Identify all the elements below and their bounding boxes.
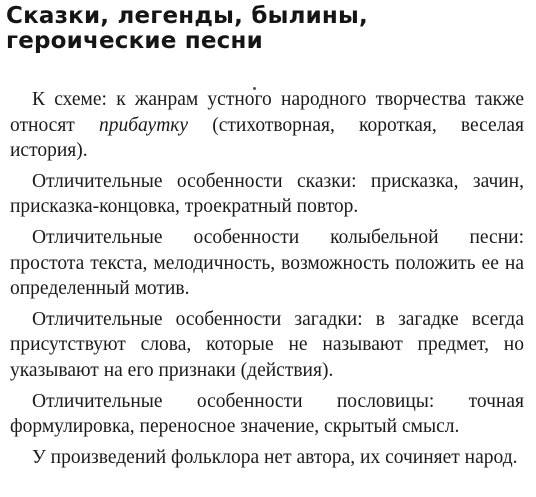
paragraph-fairy-tale: Отличительные особенности сказки: присказка, зачин, присказка-концовка, троекратный повтор. bbox=[10, 170, 524, 218]
paragraph-scheme-note bbox=[10, 87, 524, 164]
paragraph-lullaby: Отличительные особенности колыбельной песни: простота текста, мелодичность, возможность положить ее на определенный мотив. bbox=[10, 226, 524, 300]
page-title: Сказки, легенды, былины, героические песни bbox=[6, 3, 368, 54]
italic-term: прибаутку bbox=[99, 114, 189, 136]
paragraph-riddle: Отличительные особенности загадки: в загадке всегда присутствуют слова, которые не называют предмет, но указывают на его признаки (действия). bbox=[10, 308, 524, 381]
document-body bbox=[10, 87, 524, 475]
paragraph-text: (стихотворная, короткая, веселая история). bbox=[10, 114, 524, 162]
paragraph-proverb: Отличительные особенности пословицы: точная формулировка, переносное значение, скрытый смысл. bbox=[10, 390, 524, 438]
paragraph-folklore-author: У произведений фольклора нет автора, их сочиняет народ. bbox=[32, 446, 518, 468]
paragraph-text: К схеме: к жанрам устного народного творчества также относят bbox=[10, 89, 524, 136]
